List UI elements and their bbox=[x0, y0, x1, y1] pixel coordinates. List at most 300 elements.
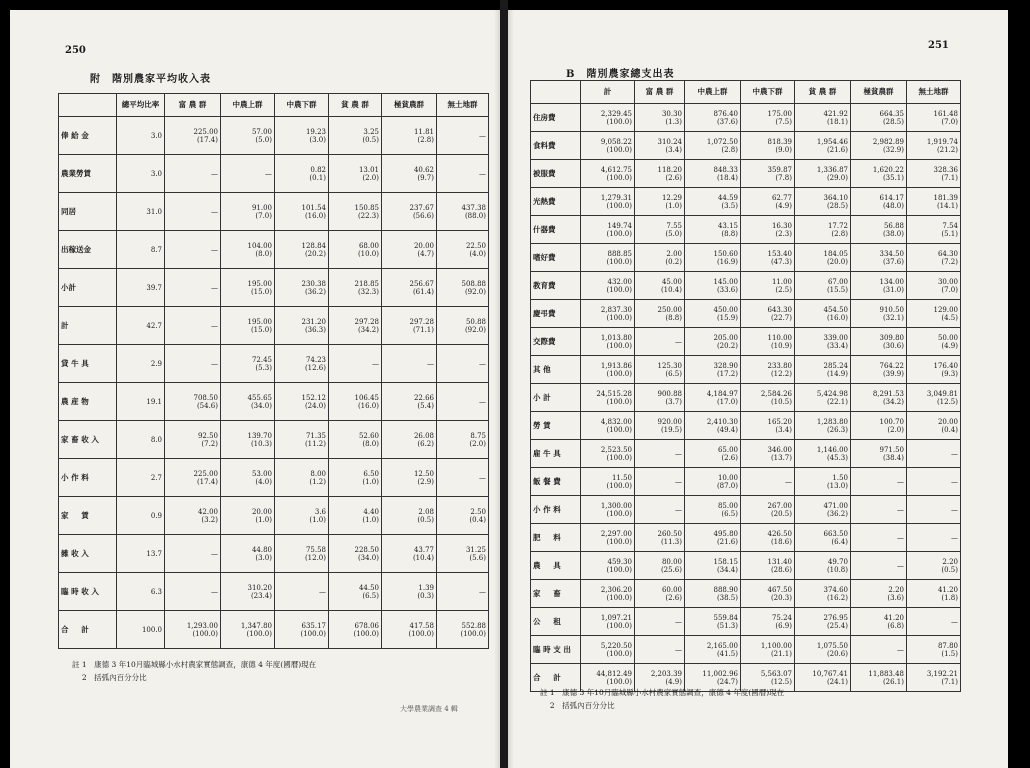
left-cell bbox=[382, 459, 437, 497]
cell-percent: (7.8) bbox=[775, 173, 792, 182]
cell-value: 228.50 bbox=[354, 545, 379, 554]
cell-value: 2,523.50 bbox=[600, 445, 632, 454]
cell-percent: (37.6) bbox=[882, 257, 904, 266]
cell-percent: (7.0) bbox=[255, 211, 272, 220]
cell-percent: (33.6) bbox=[716, 285, 738, 294]
right-cell bbox=[741, 244, 795, 272]
cell-percent: (100.0) bbox=[606, 285, 632, 294]
right-cell bbox=[685, 356, 741, 384]
cell-percent: (5.0) bbox=[255, 135, 272, 144]
cell-percent: (5.0) bbox=[665, 229, 682, 238]
cell-percent: (24.1) bbox=[826, 677, 848, 686]
right-cell bbox=[907, 188, 961, 216]
cell-value: 22.66 bbox=[413, 393, 434, 402]
cell-value: 10,767.41 bbox=[812, 669, 848, 678]
table-row bbox=[531, 384, 961, 412]
cell-percent: (4.0) bbox=[255, 477, 272, 486]
cell-value: 39.7 bbox=[146, 283, 162, 292]
right-row-label: 肥 料 bbox=[531, 524, 581, 552]
left-cell bbox=[329, 345, 382, 383]
cell-value: 50.00 bbox=[937, 333, 958, 342]
cell-value: 67.00 bbox=[827, 277, 848, 286]
right-cell bbox=[685, 104, 741, 132]
right-note-2: 2 括弧內百分分比 bbox=[540, 701, 615, 710]
left-cell bbox=[329, 231, 382, 269]
right-cell bbox=[741, 412, 795, 440]
cell-percent: (0.5) bbox=[417, 515, 434, 524]
left-cell bbox=[275, 611, 329, 649]
right-row-label: 被服費 bbox=[531, 160, 581, 188]
cell-percent: (100.0) bbox=[606, 145, 632, 154]
cell-percent: (15.0) bbox=[250, 325, 272, 334]
cell-value: — bbox=[675, 505, 682, 514]
cell-percent: (14.1) bbox=[936, 201, 958, 210]
cell-value: 508.88 bbox=[461, 279, 486, 288]
left-note-2: 2 括弧內百分分比 bbox=[72, 673, 147, 682]
cell-value: 421.92 bbox=[823, 109, 848, 118]
left-cell bbox=[437, 459, 489, 497]
cell-percent: (18.4) bbox=[716, 173, 738, 182]
left-cell bbox=[329, 459, 382, 497]
cell-value: 471.00 bbox=[823, 501, 848, 510]
cell-percent: (2.0) bbox=[362, 173, 379, 182]
cell-value: 24,515.28 bbox=[596, 389, 632, 398]
cell-value: 1.39 bbox=[418, 583, 434, 592]
cell-value: 2,203.39 bbox=[650, 669, 682, 678]
cell-percent: (20.2) bbox=[304, 249, 326, 258]
right-cell bbox=[851, 412, 907, 440]
right-cell bbox=[907, 412, 961, 440]
right-cell bbox=[795, 608, 851, 636]
cell-value: 848.33 bbox=[713, 165, 738, 174]
right-header-1: 計 bbox=[581, 81, 635, 104]
right-cell bbox=[635, 300, 685, 328]
cell-value: 74.23 bbox=[305, 355, 326, 364]
left-cell bbox=[275, 421, 329, 459]
cell-value: — bbox=[211, 321, 218, 330]
cell-percent: (5.4) bbox=[417, 401, 434, 410]
cell-percent: (17.0) bbox=[716, 397, 738, 406]
cell-value: 910.50 bbox=[879, 305, 904, 314]
cell-percent: (29.0) bbox=[826, 173, 848, 182]
cell-value: 250.00 bbox=[657, 305, 682, 314]
cell-value: 205.00 bbox=[713, 333, 738, 342]
right-cell bbox=[635, 524, 685, 552]
right-row-label: 食料費 bbox=[531, 132, 581, 160]
left-cell bbox=[117, 421, 165, 459]
right-cell bbox=[851, 272, 907, 300]
right-row-label: 其 他 bbox=[531, 356, 581, 384]
cell-value: — bbox=[479, 473, 486, 482]
cell-percent: (2.0) bbox=[469, 439, 486, 448]
cell-percent: (61.4) bbox=[412, 287, 434, 296]
right-cell bbox=[851, 664, 907, 692]
left-row-label: 臨 時 收 入 bbox=[59, 573, 117, 611]
left-header-6: 無土地群 bbox=[437, 94, 489, 117]
left-cell bbox=[437, 611, 489, 649]
cell-percent: (4.5) bbox=[941, 313, 958, 322]
cell-percent: (16.9) bbox=[716, 257, 738, 266]
right-page bbox=[508, 10, 1008, 768]
cell-value: 42.00 bbox=[197, 507, 218, 516]
cell-value: — bbox=[951, 505, 958, 514]
cell-value: 20.00 bbox=[937, 417, 958, 426]
cell-value: 364.10 bbox=[823, 193, 848, 202]
cell-value: 455.65 bbox=[247, 393, 272, 402]
cell-percent: (32.3) bbox=[357, 287, 379, 296]
right-cell bbox=[635, 552, 685, 580]
right-cell bbox=[581, 160, 635, 188]
right-cell bbox=[741, 552, 795, 580]
right-cell bbox=[635, 412, 685, 440]
cell-percent: (11.3) bbox=[660, 537, 682, 546]
cell-percent: (12.6) bbox=[304, 363, 326, 372]
cell-value: 3.6 bbox=[314, 507, 326, 516]
cell-percent: (5.1) bbox=[941, 229, 958, 238]
cell-percent: (10.0) bbox=[357, 249, 379, 258]
left-header-2: 中農上群 bbox=[221, 94, 275, 117]
left-cell bbox=[165, 193, 221, 231]
left-cell bbox=[275, 573, 329, 611]
right-cell bbox=[907, 664, 961, 692]
cell-value: 175.00 bbox=[767, 109, 792, 118]
right-header-6: 極貧農群 bbox=[851, 81, 907, 104]
right-cell bbox=[907, 132, 961, 160]
left-header-1: 富 農 群 bbox=[165, 94, 221, 117]
right-cell bbox=[741, 468, 795, 496]
cell-value: — bbox=[479, 169, 486, 178]
right-cell bbox=[907, 496, 961, 524]
cell-value: 233.80 bbox=[767, 361, 792, 370]
cell-percent: (100.0) bbox=[192, 629, 218, 638]
cell-percent: (8.8) bbox=[665, 313, 682, 322]
cell-value: 158.15 bbox=[713, 557, 738, 566]
cell-percent: (34.0) bbox=[250, 401, 272, 410]
cell-percent: (17.4) bbox=[196, 477, 218, 486]
cell-percent: (54.6) bbox=[196, 401, 218, 410]
right-notes bbox=[540, 686, 784, 712]
table-row bbox=[531, 356, 961, 384]
cell-percent: (11.2) bbox=[304, 439, 326, 448]
right-cell bbox=[741, 580, 795, 608]
right-cell bbox=[741, 188, 795, 216]
cell-value: 256.67 bbox=[409, 279, 434, 288]
left-cell bbox=[329, 497, 382, 535]
right-cell bbox=[851, 636, 907, 664]
cell-value: — bbox=[951, 617, 958, 626]
cell-value: 708.50 bbox=[193, 393, 218, 402]
right-cell bbox=[581, 552, 635, 580]
left-table-title: 附 階別農家平均收入表 bbox=[90, 74, 211, 85]
expenditure-table bbox=[530, 80, 961, 692]
right-cell bbox=[685, 132, 741, 160]
cell-value: 181.39 bbox=[933, 193, 958, 202]
left-cell bbox=[329, 611, 382, 649]
cell-value: 91.00 bbox=[251, 203, 272, 212]
cell-percent: (100.0) bbox=[606, 397, 632, 406]
cell-value: — bbox=[211, 169, 218, 178]
cell-value: 374.60 bbox=[823, 585, 848, 594]
cell-percent: (2.6) bbox=[665, 173, 682, 182]
right-cell bbox=[581, 468, 635, 496]
right-cell bbox=[741, 384, 795, 412]
cell-value: — bbox=[211, 587, 218, 596]
right-cell bbox=[685, 496, 741, 524]
cell-percent: (6.4) bbox=[831, 537, 848, 546]
cell-percent: (32.1) bbox=[882, 313, 904, 322]
cell-value: 1,013.80 bbox=[600, 333, 632, 342]
cell-value: 2,297.00 bbox=[600, 529, 632, 538]
cell-value: 11.00 bbox=[771, 277, 792, 286]
left-cell bbox=[437, 307, 489, 345]
left-cell bbox=[165, 269, 221, 307]
cell-percent: (1.0) bbox=[362, 515, 379, 524]
cell-value: 3,192.21 bbox=[926, 669, 958, 678]
cell-percent: (0.4) bbox=[941, 425, 958, 434]
right-cell bbox=[741, 300, 795, 328]
cell-value: 71.35 bbox=[305, 431, 326, 440]
cell-value: 2,584.26 bbox=[760, 389, 792, 398]
cell-percent: (10.4) bbox=[660, 285, 682, 294]
left-row-label: 同居 bbox=[59, 193, 117, 231]
left-cell bbox=[382, 231, 437, 269]
cell-value: 106.45 bbox=[354, 393, 379, 402]
left-cell bbox=[329, 573, 382, 611]
left-cell bbox=[329, 193, 382, 231]
right-cell bbox=[581, 272, 635, 300]
left-row-label: 小 作 料 bbox=[59, 459, 117, 497]
cell-percent: (12.5) bbox=[936, 397, 958, 406]
table-row bbox=[59, 269, 489, 307]
right-cell bbox=[741, 104, 795, 132]
cell-value: 161.48 bbox=[933, 109, 958, 118]
right-cell bbox=[851, 440, 907, 468]
left-cell bbox=[165, 421, 221, 459]
cell-value: 64.30 bbox=[937, 249, 958, 258]
cell-value: 30.30 bbox=[661, 109, 682, 118]
right-cell bbox=[581, 608, 635, 636]
cell-value: 260.50 bbox=[657, 529, 682, 538]
cell-value: 2.20 bbox=[942, 557, 958, 566]
cell-value: 328.36 bbox=[933, 165, 958, 174]
cell-value: 2.9 bbox=[150, 359, 162, 368]
left-cell bbox=[221, 231, 275, 269]
cell-percent: (34.2) bbox=[357, 325, 379, 334]
cell-percent: (15.9) bbox=[716, 313, 738, 322]
cell-value: 237.67 bbox=[409, 203, 434, 212]
cell-percent: (0.5) bbox=[941, 565, 958, 574]
right-cell bbox=[635, 188, 685, 216]
cell-value: 11,883.48 bbox=[868, 669, 904, 678]
right-cell bbox=[795, 580, 851, 608]
right-cell bbox=[685, 300, 741, 328]
left-row-label: 合 計 bbox=[59, 611, 117, 649]
cell-percent: (33.4) bbox=[826, 341, 848, 350]
right-cell bbox=[851, 244, 907, 272]
right-cell bbox=[907, 160, 961, 188]
cell-value: 80.00 bbox=[661, 557, 682, 566]
cell-value: 225.00 bbox=[193, 127, 218, 136]
cell-percent: (100.0) bbox=[353, 629, 379, 638]
right-cell bbox=[635, 636, 685, 664]
cell-value: 104.00 bbox=[247, 241, 272, 250]
right-cell bbox=[685, 328, 741, 356]
cell-percent: (15.5) bbox=[826, 285, 848, 294]
cell-percent: (34.2) bbox=[882, 397, 904, 406]
right-cell bbox=[795, 664, 851, 692]
right-cell bbox=[795, 132, 851, 160]
right-cell bbox=[907, 608, 961, 636]
right-cell bbox=[851, 608, 907, 636]
right-cell bbox=[685, 608, 741, 636]
cell-value: 195.00 bbox=[247, 279, 272, 288]
cell-value: 75.24 bbox=[771, 613, 792, 622]
right-cell bbox=[795, 356, 851, 384]
cell-value: 128.84 bbox=[301, 241, 326, 250]
cell-value: — bbox=[675, 617, 682, 626]
cell-percent: (45.3) bbox=[826, 453, 848, 462]
table-row bbox=[531, 468, 961, 496]
left-cell bbox=[382, 535, 437, 573]
left-cell bbox=[165, 611, 221, 649]
cell-percent: (6.5) bbox=[362, 591, 379, 600]
cell-percent: (20.3) bbox=[770, 593, 792, 602]
table-row bbox=[531, 160, 961, 188]
cell-percent: (100.0) bbox=[408, 629, 434, 638]
right-header-0 bbox=[531, 81, 581, 104]
right-cell bbox=[907, 216, 961, 244]
right-row-label: 住房費 bbox=[531, 104, 581, 132]
left-cell bbox=[437, 117, 489, 155]
left-cell bbox=[117, 231, 165, 269]
cell-percent: (9.0) bbox=[775, 145, 792, 154]
cell-value: 888.85 bbox=[607, 249, 632, 258]
cell-percent: (25.4) bbox=[826, 621, 848, 630]
cell-percent: (4.9) bbox=[775, 201, 792, 210]
left-header-0: 總平均比率 bbox=[117, 94, 165, 117]
right-cell bbox=[685, 412, 741, 440]
right-cell bbox=[851, 160, 907, 188]
cell-percent: (100.0) bbox=[606, 481, 632, 490]
right-cell bbox=[581, 132, 635, 160]
cell-value: 92.50 bbox=[197, 431, 218, 440]
left-cell bbox=[437, 421, 489, 459]
cell-percent: (2.3) bbox=[775, 229, 792, 238]
right-header-7: 無土地群 bbox=[907, 81, 961, 104]
cell-percent: (6.2) bbox=[417, 439, 434, 448]
left-cell bbox=[329, 421, 382, 459]
table-row bbox=[59, 193, 489, 231]
right-header-2: 富 農 群 bbox=[635, 81, 685, 104]
cell-value: 65.00 bbox=[717, 445, 738, 454]
cell-value: 139.70 bbox=[247, 431, 272, 440]
left-cell bbox=[275, 383, 329, 421]
cell-percent: (1.2) bbox=[309, 477, 326, 486]
cell-percent: (39.9) bbox=[882, 369, 904, 378]
cell-percent: (100.0) bbox=[606, 229, 632, 238]
left-cell bbox=[117, 611, 165, 649]
table-row bbox=[531, 608, 961, 636]
cell-percent: (100.0) bbox=[246, 629, 272, 638]
cell-percent: (48.0) bbox=[882, 201, 904, 210]
right-cell bbox=[685, 188, 741, 216]
right-header-4: 中農下群 bbox=[741, 81, 795, 104]
cell-percent: (7.2) bbox=[941, 257, 958, 266]
left-cell bbox=[329, 269, 382, 307]
cell-value: 467.50 bbox=[767, 585, 792, 594]
right-cell bbox=[907, 328, 961, 356]
left-cell bbox=[275, 345, 329, 383]
cell-percent: (10.9) bbox=[770, 341, 792, 350]
cell-percent: (34.4) bbox=[716, 565, 738, 574]
cell-percent: (28.6) bbox=[770, 565, 792, 574]
right-cell bbox=[635, 580, 685, 608]
cell-value: 432.00 bbox=[607, 277, 632, 286]
right-row-label: 飯 餐 費 bbox=[531, 468, 581, 496]
cell-value: 19.1 bbox=[146, 397, 162, 406]
cell-percent: (10.8) bbox=[826, 565, 848, 574]
cell-percent: (100.0) bbox=[606, 509, 632, 518]
cell-value: 44.80 bbox=[251, 545, 272, 554]
cell-percent: (2.8) bbox=[831, 229, 848, 238]
right-cell bbox=[907, 468, 961, 496]
cell-percent: (13.7) bbox=[770, 453, 792, 462]
cell-value: 285.24 bbox=[823, 361, 848, 370]
table-row bbox=[531, 552, 961, 580]
cell-percent: (12.5) bbox=[770, 677, 792, 686]
cell-value: — bbox=[897, 645, 904, 654]
cell-value: 118.20 bbox=[657, 165, 682, 174]
right-cell bbox=[907, 524, 961, 552]
right-row-label: 家 畜 bbox=[531, 580, 581, 608]
table-row bbox=[531, 636, 961, 664]
right-cell bbox=[635, 356, 685, 384]
left-cell bbox=[221, 155, 275, 193]
right-cell bbox=[795, 440, 851, 468]
right-cell bbox=[635, 440, 685, 468]
cell-percent: (22.1) bbox=[826, 397, 848, 406]
right-cell bbox=[851, 552, 907, 580]
right-cell bbox=[795, 104, 851, 132]
cell-percent: (100.0) bbox=[606, 173, 632, 182]
cell-percent: (8.8) bbox=[721, 229, 738, 238]
cell-value: 8.7 bbox=[150, 245, 162, 254]
cell-value: 149.74 bbox=[607, 221, 632, 230]
left-cell bbox=[329, 155, 382, 193]
right-cell bbox=[635, 272, 685, 300]
table-row bbox=[531, 104, 961, 132]
right-cell bbox=[907, 552, 961, 580]
cell-value: 218.85 bbox=[354, 279, 379, 288]
cell-percent: (36.3) bbox=[304, 325, 326, 334]
cell-value: 195.00 bbox=[247, 317, 272, 326]
left-cell bbox=[382, 573, 437, 611]
cell-percent: (1.3) bbox=[665, 117, 682, 126]
cell-value: 310.24 bbox=[657, 137, 682, 146]
cell-value: — bbox=[479, 397, 486, 406]
cell-value: 5,220.50 bbox=[600, 641, 632, 650]
cell-value: 41.20 bbox=[883, 613, 904, 622]
cell-percent: (20.0) bbox=[826, 257, 848, 266]
cell-value: 231.20 bbox=[301, 317, 326, 326]
cell-value: 165.20 bbox=[767, 417, 792, 426]
right-header-3: 中農上群 bbox=[685, 81, 741, 104]
left-cell bbox=[275, 193, 329, 231]
cell-percent: (21.6) bbox=[826, 145, 848, 154]
right-cell bbox=[851, 356, 907, 384]
left-cell bbox=[117, 307, 165, 345]
cell-value: 1,283.80 bbox=[816, 417, 848, 426]
